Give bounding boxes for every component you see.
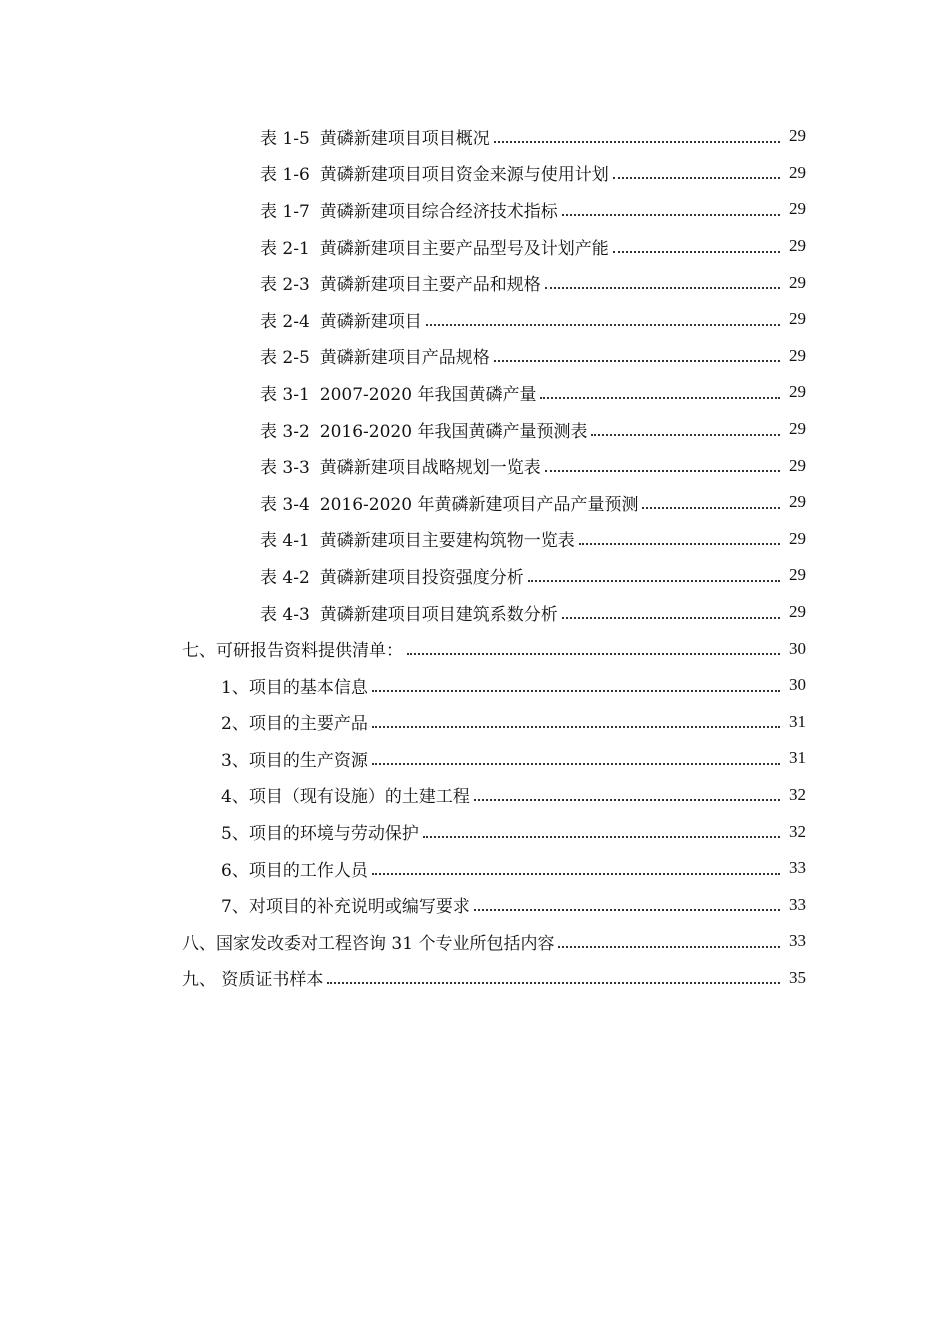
dot-leader <box>528 563 780 582</box>
toc-page-number: 30 <box>789 675 806 695</box>
dot-leader <box>591 417 780 436</box>
toc-page-number: 31 <box>789 711 806 731</box>
toc-table-number: 表 1-6 <box>260 165 310 186</box>
dot-leader <box>372 673 780 692</box>
dot-leader <box>562 600 780 619</box>
toc-entry-title: 3、项目的生产资源 <box>221 746 370 771</box>
toc-entry[interactable] <box>0 813 950 850</box>
toc-entry-title: 黄磷新建项目主要产品型号及计划产能 <box>319 238 609 259</box>
toc-page-number: 29 <box>789 528 806 548</box>
dot-leader <box>423 819 780 838</box>
dot-leader <box>613 234 780 253</box>
toc-page-number: 29 <box>789 345 806 365</box>
dot-leader <box>540 380 780 399</box>
dot-leader <box>494 124 780 143</box>
toc-section-title: 七、可研报告资料提供清单： <box>182 636 405 661</box>
toc-page-number: 33 <box>789 858 806 878</box>
toc-page-number: 35 <box>789 967 806 987</box>
toc-entry-title: 黄磷新建项目产品规格 <box>319 348 490 369</box>
dot-leader <box>372 856 780 875</box>
toc-entry[interactable] <box>0 191 950 228</box>
toc-table-number: 表 1-7 <box>260 201 310 222</box>
dot-leader <box>474 892 780 911</box>
toc-entry[interactable] <box>0 374 950 411</box>
toc-entry[interactable] <box>0 264 950 301</box>
toc-section-8[interactable] <box>0 923 950 960</box>
toc-entry-title: 2016-2020 年我国黄磷产量预测表 <box>319 421 588 442</box>
toc-section-9[interactable] <box>0 960 950 997</box>
dot-leader <box>642 490 780 509</box>
toc-page-number: 29 <box>789 492 806 512</box>
dot-leader <box>327 965 780 984</box>
toc-entry-title: 黄磷新建项目项目概况 <box>319 128 490 149</box>
toc-table-number: 表 2-1 <box>260 238 310 259</box>
toc-entry-title: 黄磷新建项目战略规划一览表 <box>319 458 541 479</box>
toc-table-number: 表 3-2 <box>260 421 310 442</box>
toc-table-number: 表 2-3 <box>260 275 310 296</box>
table-of-contents <box>0 118 950 996</box>
toc-entry[interactable] <box>0 557 950 594</box>
toc-page-number: 29 <box>789 199 806 219</box>
toc-entry-title: 6、项目的工作人员 <box>221 856 370 881</box>
toc-entry-title: 5、项目的环境与劳动保护 <box>221 819 421 844</box>
toc-entry[interactable] <box>0 118 950 155</box>
dot-leader <box>426 307 780 326</box>
toc-entry-title: 黄磷新建项目综合经济技术指标 <box>319 201 558 222</box>
dot-leader <box>494 343 780 362</box>
toc-entry[interactable] <box>0 411 950 448</box>
toc-table-number: 表 2-4 <box>260 311 310 332</box>
toc-entry[interactable] <box>0 484 950 521</box>
toc-entry[interactable] <box>0 740 950 777</box>
toc-entry[interactable] <box>0 704 950 741</box>
toc-entry[interactable] <box>0 521 950 558</box>
toc-page-number: 32 <box>789 821 806 841</box>
toc-page-number: 29 <box>789 309 806 329</box>
toc-page-number: 33 <box>789 894 806 914</box>
toc-page-number: 29 <box>789 162 806 182</box>
toc-entry-title: 2007-2020 年我国黄磷产量 <box>319 384 537 405</box>
toc-entry[interactable] <box>0 447 950 484</box>
toc-page-number: 29 <box>789 565 806 585</box>
toc-entry-title: 黄磷新建项目项目建筑系数分析 <box>319 604 558 625</box>
toc-table-number: 表 4-1 <box>260 531 310 552</box>
toc-entry[interactable] <box>0 301 950 338</box>
toc-entry[interactable] <box>0 594 950 631</box>
toc-entry[interactable] <box>0 338 950 375</box>
toc-entry[interactable] <box>0 155 950 192</box>
toc-entry-title: 黄磷新建项目项目资金来源与使用计划 <box>319 165 609 186</box>
dot-leader <box>372 746 780 765</box>
toc-page-number: 30 <box>789 638 806 658</box>
toc-entry-title: 2、项目的主要产品 <box>221 709 370 734</box>
dot-leader <box>474 782 780 801</box>
toc-entry-title: 黄磷新建项目主要产品和规格 <box>319 275 541 296</box>
toc-section-title: 九、 资质证书样本 <box>182 965 325 990</box>
toc-table-number: 表 3-3 <box>260 458 310 479</box>
dot-leader <box>562 197 780 216</box>
dot-leader <box>613 160 780 179</box>
dot-leader <box>372 709 780 728</box>
dot-leader <box>407 636 780 655</box>
toc-table-number: 表 1-5 <box>260 128 310 149</box>
toc-entry-title: 黄磷新建项目主要建构筑物一览表 <box>319 531 575 552</box>
toc-page-number: 29 <box>789 126 806 146</box>
toc-entry[interactable] <box>0 667 950 704</box>
toc-table-number: 表 3-1 <box>260 384 310 405</box>
toc-entry-title: 1、项目的基本信息 <box>221 673 370 698</box>
toc-page-number: 29 <box>789 419 806 439</box>
toc-entry[interactable] <box>0 777 950 814</box>
dot-leader <box>558 929 780 948</box>
toc-entry-title: 2016-2020 年黄磷新建项目产品产量预测 <box>319 494 639 515</box>
toc-entry[interactable] <box>0 850 950 887</box>
toc-page-number: 31 <box>789 748 806 768</box>
toc-entry-title: 7、对项目的补充说明或编写要求 <box>221 892 472 917</box>
toc-entry-title: 黄磷新建项目投资强度分析 <box>319 567 524 588</box>
dot-leader <box>579 526 780 545</box>
toc-entry-title: 黄磷新建项目 <box>319 311 422 332</box>
dot-leader <box>545 270 780 289</box>
toc-section-title: 八、国家发改委对工程咨询 31 个专业所包括内容 <box>182 929 556 954</box>
toc-entry[interactable] <box>0 228 950 265</box>
dot-leader <box>545 453 780 472</box>
toc-page-number: 29 <box>789 272 806 292</box>
toc-entry-title: 4、项目（现有设施）的土建工程 <box>221 782 472 807</box>
toc-page-number: 29 <box>789 382 806 402</box>
toc-table-number: 表 2-5 <box>260 348 310 369</box>
toc-table-number: 表 4-3 <box>260 604 310 625</box>
toc-page-number: 29 <box>789 602 806 622</box>
toc-table-number: 表 3-4 <box>260 494 310 515</box>
toc-page-number: 29 <box>789 455 806 475</box>
toc-table-number: 表 4-2 <box>260 567 310 588</box>
toc-page-number: 33 <box>789 931 806 951</box>
toc-page-number: 32 <box>789 784 806 804</box>
toc-section-7[interactable] <box>0 630 950 667</box>
toc-entry[interactable] <box>0 886 950 923</box>
toc-page-number: 29 <box>789 236 806 256</box>
